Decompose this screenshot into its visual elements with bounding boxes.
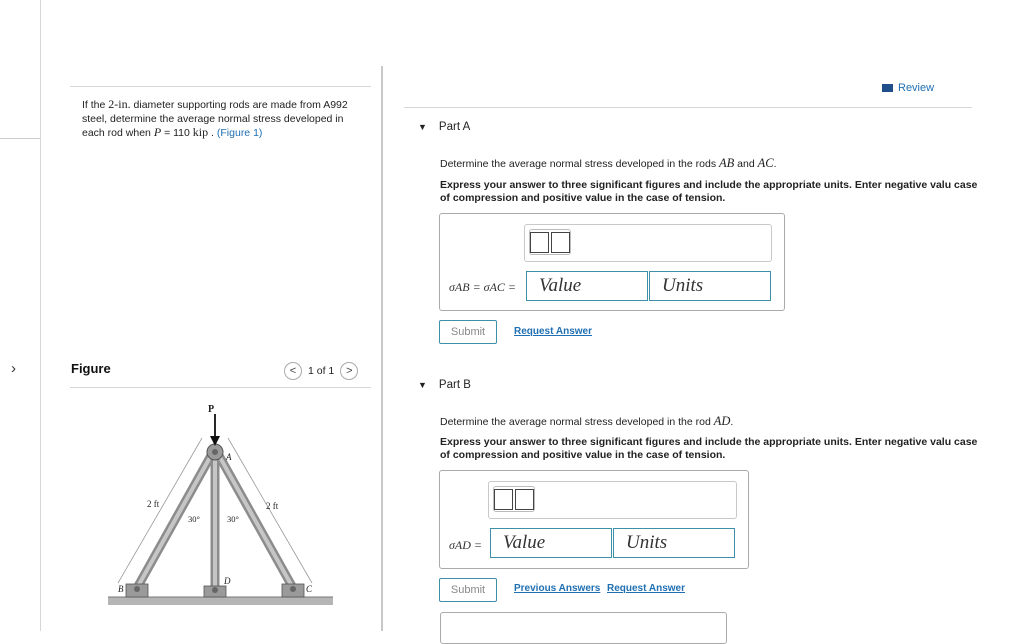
- part-a-header[interactable]: [418, 121, 470, 133]
- label-c: C: [306, 584, 313, 594]
- next-figure-button[interactable]: >: [340, 362, 358, 380]
- support-c-pin: [290, 586, 296, 592]
- rod-ab-highlight: [137, 452, 213, 588]
- part-b-previous-answers-link[interactable]: Previous Answers: [514, 583, 601, 594]
- problem-statement: If the 2-in. diameter supporting rods are made from A992 steel, determine the average normal stress developed in each rod when P = 110 kip . (Figure 1): [82, 97, 348, 139]
- collapse-triangle-icon[interactable]: ▼: [418, 380, 427, 390]
- label-len-right: 2 ft: [266, 501, 279, 511]
- review-icon: [882, 84, 893, 92]
- left-rail: [0, 0, 41, 631]
- part-a-label: σAB = σAC =: [449, 280, 517, 294]
- part-a-template-button[interactable]: [529, 229, 571, 255]
- pane-divider: [381, 66, 383, 631]
- truss-figure: [100, 398, 350, 628]
- part-a-submit-button[interactable]: Submit: [439, 320, 497, 344]
- label-p: P: [208, 404, 215, 415]
- part-b-label: σAD =: [449, 538, 483, 552]
- part-b-header[interactable]: [418, 379, 471, 391]
- review-link[interactable]: Review: [882, 82, 934, 94]
- part-b-question: Determine the average normal stress developed in the rod AD.: [440, 414, 734, 428]
- figure-divider: [70, 387, 371, 388]
- ground: [108, 597, 333, 605]
- figure-title: Figure: [71, 361, 111, 376]
- feedback-box: [440, 612, 727, 644]
- collapse-triangle-icon[interactable]: ▼: [418, 122, 427, 132]
- support-d-pin: [212, 587, 218, 593]
- part-a-units-input[interactable]: Units: [649, 271, 771, 301]
- part-a-question: Determine the average normal stress developed in the rods AB and AC.: [440, 156, 777, 170]
- figure-link[interactable]: (Figure 1): [216, 127, 263, 139]
- part-a-request-answer-link[interactable]: Request Answer: [514, 326, 592, 337]
- label-b: B: [118, 584, 124, 594]
- part-a-instructions: Express your answer to three significant figures and include the appropriate units. Enter negative valu case of compression and positive value in the case of tension.: [440, 179, 978, 204]
- dim-line-left: [118, 438, 202, 583]
- pager-text: 1 of 1: [308, 365, 335, 377]
- pin-a-center: [212, 449, 218, 455]
- part-a-value-input[interactable]: Value: [526, 271, 648, 301]
- part-b-submit-button[interactable]: Submit: [439, 578, 497, 602]
- label-d: D: [224, 576, 231, 586]
- expand-chevron-icon[interactable]: ›: [11, 360, 16, 377]
- part-a-title: Part A: [438, 121, 471, 133]
- label-ang-left: 30°: [188, 514, 200, 524]
- label-len-left: 2 ft: [147, 499, 160, 509]
- figure-pager: [284, 362, 358, 380]
- support-b-pin: [134, 586, 140, 592]
- prev-figure-button[interactable]: <: [284, 362, 302, 380]
- part-b-units-input[interactable]: Units: [613, 528, 735, 558]
- part-b-title: Part B: [438, 379, 471, 391]
- rail-divider: [0, 138, 40, 139]
- label-a: A: [226, 452, 232, 462]
- problem-top-divider: [70, 86, 371, 87]
- part-b-template-button[interactable]: [493, 486, 535, 512]
- label-ang-right: 30°: [227, 514, 239, 524]
- part-b-instructions: Express your answer to three significant figures and include the appropriate units. Enter negative valu case of compression and positive value in the case of tension.: [440, 436, 978, 461]
- review-divider: [404, 107, 972, 108]
- part-b-request-answer-link[interactable]: Request Answer: [607, 583, 685, 594]
- part-b-value-input[interactable]: Value: [490, 528, 612, 558]
